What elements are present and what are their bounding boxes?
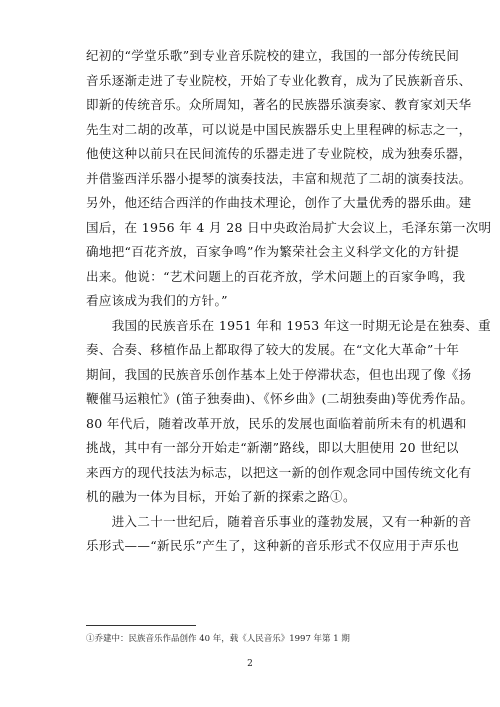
body-line: 出来。他说：“艺术问题上的百花齐放，学术问题上的百家争鸣，我 xyxy=(86,268,466,284)
page-number: 2 xyxy=(247,659,253,669)
body-line: 进入二十一世纪后，随着音乐事业的蓬勃发展，又有一种新的音 xyxy=(86,513,472,529)
body-line: 另外，他还结合西洋的作曲技术理论，创作了大量优秀的器乐曲。建 xyxy=(86,195,472,210)
footnote-separator xyxy=(86,625,196,626)
body-line: 80 年代后，随着改革开放，民乐的发展也面临着前所未有的机遇和 xyxy=(86,415,467,431)
body-line: 即新的传统音乐。众所周知，著名的民族器乐演奏家、教育家刘天华 xyxy=(86,97,472,112)
body-line: 国后，在 1956 年 4 月 28 日中央政治局扩大会议上，毛泽东第一次明 xyxy=(86,219,492,235)
body-line: 音乐逐渐走进了专业院校，开始了专业化教育，成为了民族新音乐、 xyxy=(86,72,472,88)
body-line: 挑战，其中有一部分开始走“新潮”路线，即以大胆使用 20 世纪以 xyxy=(86,440,459,455)
body-line: 来西方的现代技法为标志，以把这一新的创作观念同中国传统文化有 xyxy=(86,464,472,480)
body-line: 机的融为一体为目标，开始了新的探索之路①。 xyxy=(86,489,356,504)
body-line: 纪初的“学堂乐歌”到专业音乐院校的建立，我国的一部分传统民间 xyxy=(86,48,460,63)
body-text xyxy=(86,44,492,559)
body-line: 他使这种以前只在民间流传的乐器走进了专业院校，成为独奏乐器， xyxy=(86,146,472,161)
body-line: 乐形式——“新民乐”产生了，这种新的音乐形式不仅应用于声乐也 xyxy=(86,538,460,553)
body-line: 并借鉴西洋乐器小提琴的演奏技法，丰富和规范了二胡的演奏技法。 xyxy=(86,170,472,186)
body-line: 看应该成为我们的方针。” xyxy=(86,293,228,308)
footnote: ①乔建中：民族音乐作品创作 40 年，载《人民音乐》1997 年第 1 期 xyxy=(86,634,350,644)
body-line: 期间，我国的民族音乐创作基本上处于停滞状态，但也出现了像《扬 xyxy=(86,366,472,382)
body-line: 奏、合奏、移植作品上都取得了较大的发展。在“文化大革命”十年 xyxy=(86,342,460,357)
body-line: 鞭催马运粮忙》(笛子独奏曲)、《怀乡曲》(二胡独奏曲)等优秀作品。 xyxy=(86,391,474,406)
body-line: 确地把“百花齐放，百家争鸣”作为繁荣社会主义科学文化的方针提 xyxy=(86,244,460,259)
body-line: 我国的民族音乐在 1951 年和 1953 年这一时期无论是在独奏、重 xyxy=(86,317,491,333)
body-line: 先生对二胡的改革，可以说是中国民族器乐史上里程碑的标志之一， xyxy=(86,121,472,137)
